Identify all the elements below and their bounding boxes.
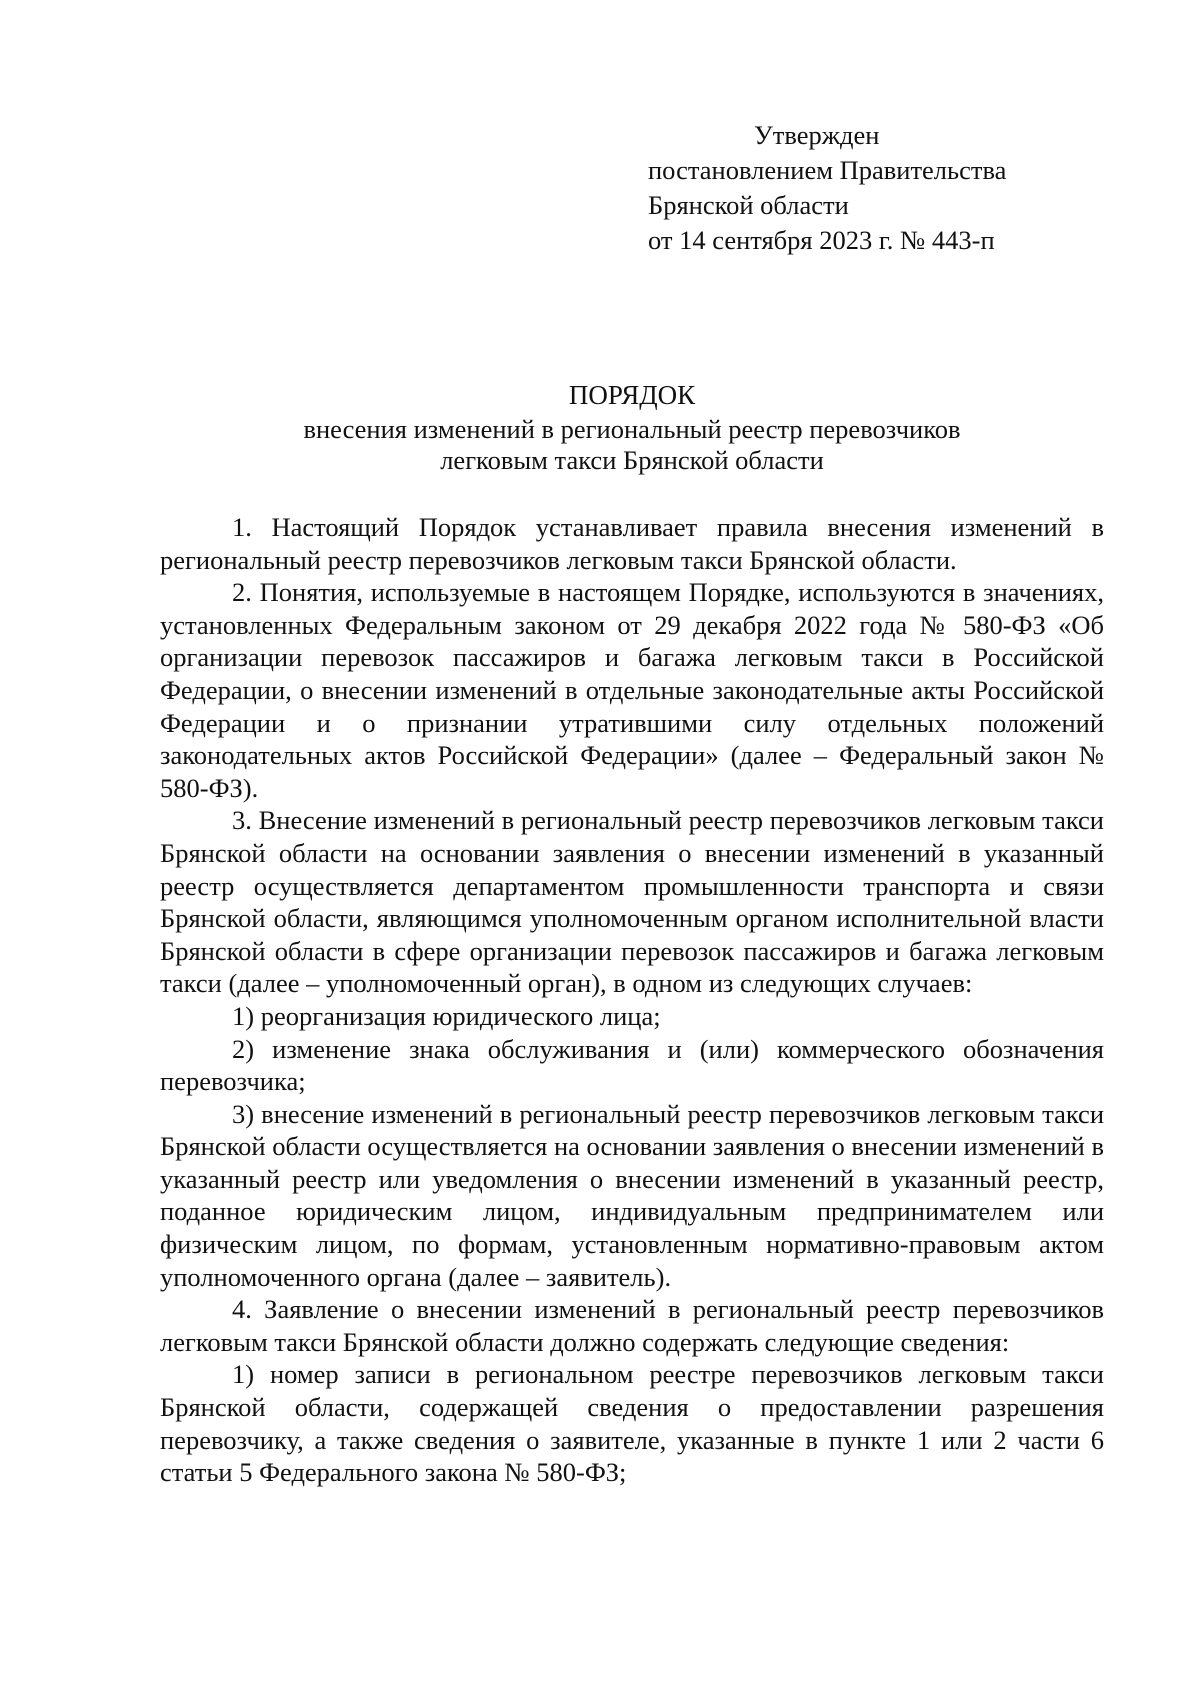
paragraph: 3) внесение изменений в региональный реестр перевозчиков легковым такси Брянской области осуществляется на основании заявления о внесении изменений в указанный реестр или уведомления о внесении изменений в указанный реестр, поданное юридическим лицом, индивидуальным предпринимателем или физическим лицом, по формам, установленным нормативно-правовым актом уполномоченного органа (далее – заявитель). xyxy=(160,1098,1104,1292)
approval-line: Утвержден xyxy=(754,120,880,150)
paragraph: 1) номер записи в региональном реестре перевозчиков легковым такси Брянской области, содержащей сведения о предоставлении разрешения перевозчику, а также сведения о заявителе, указанные в пункте 1 или 2 части 6 статьи 5 Федерального закона № 580-ФЗ; xyxy=(160,1359,1104,1488)
paragraph: 1. Настоящий Порядок устанавливает правила внесения изменений в региональный реестр перевозчиков легковым такси Брянской области. xyxy=(160,512,1104,575)
approval-line: постановлением Правительства xyxy=(648,155,1007,185)
document-subtitle: легковым такси Брянской области xyxy=(440,445,824,475)
paragraph: 2) изменение знака обслуживания и (или) коммерческого обозначения перевозчика; xyxy=(160,1033,1104,1097)
document-body xyxy=(160,511,1104,1489)
document-subtitle: внесения изменений в региональный реестр перевозчиков xyxy=(303,414,961,444)
paragraph: 4. Заявление о внесении изменений в региональный реестр перевозчиков легковым такси Брянской области должно содержать следующие сведения: xyxy=(160,1294,1104,1357)
paragraph: 3. Внесение изменений в региональный реестр перевозчиков легковым такси Брянской области на основании заявления о внесении изменений в указанный реестр осуществляется департаментом промышленности транспорта и связи Брянской области, являющимся уполномоченным органом исполнительной власти Брянской области в сфере организации перевозок пассажиров и багажа легковым такси (далее – уполномоченный орган), в одном из следующих случаев: xyxy=(160,805,1104,999)
document-title: ПОРЯДОК xyxy=(568,380,696,410)
document-heading xyxy=(160,378,1104,476)
approval-date-number: от 14 сентября 2023 г. № 443-п xyxy=(648,225,995,255)
approval-line: Брянской области xyxy=(648,190,849,220)
paragraph: 1) реорганизация юридического лица; xyxy=(232,1000,661,1031)
approval-stamp-block xyxy=(648,118,1006,258)
paragraph: 2. Понятия, используемые в настоящем Порядке, используются в значениях, установленных Федеральным законом от 29 декабря 2022 года № 580-ФЗ «Об организации перевозок пассажиров и багажа легковым такси в Российской Федерации, о внесении изменений в отдельные законодательные акты Российской Федерации и о признании утратившими силу отдельных положений законодательных актов Российской Федерации» (далее – Федеральный закон № 580-ФЗ). xyxy=(160,577,1104,803)
